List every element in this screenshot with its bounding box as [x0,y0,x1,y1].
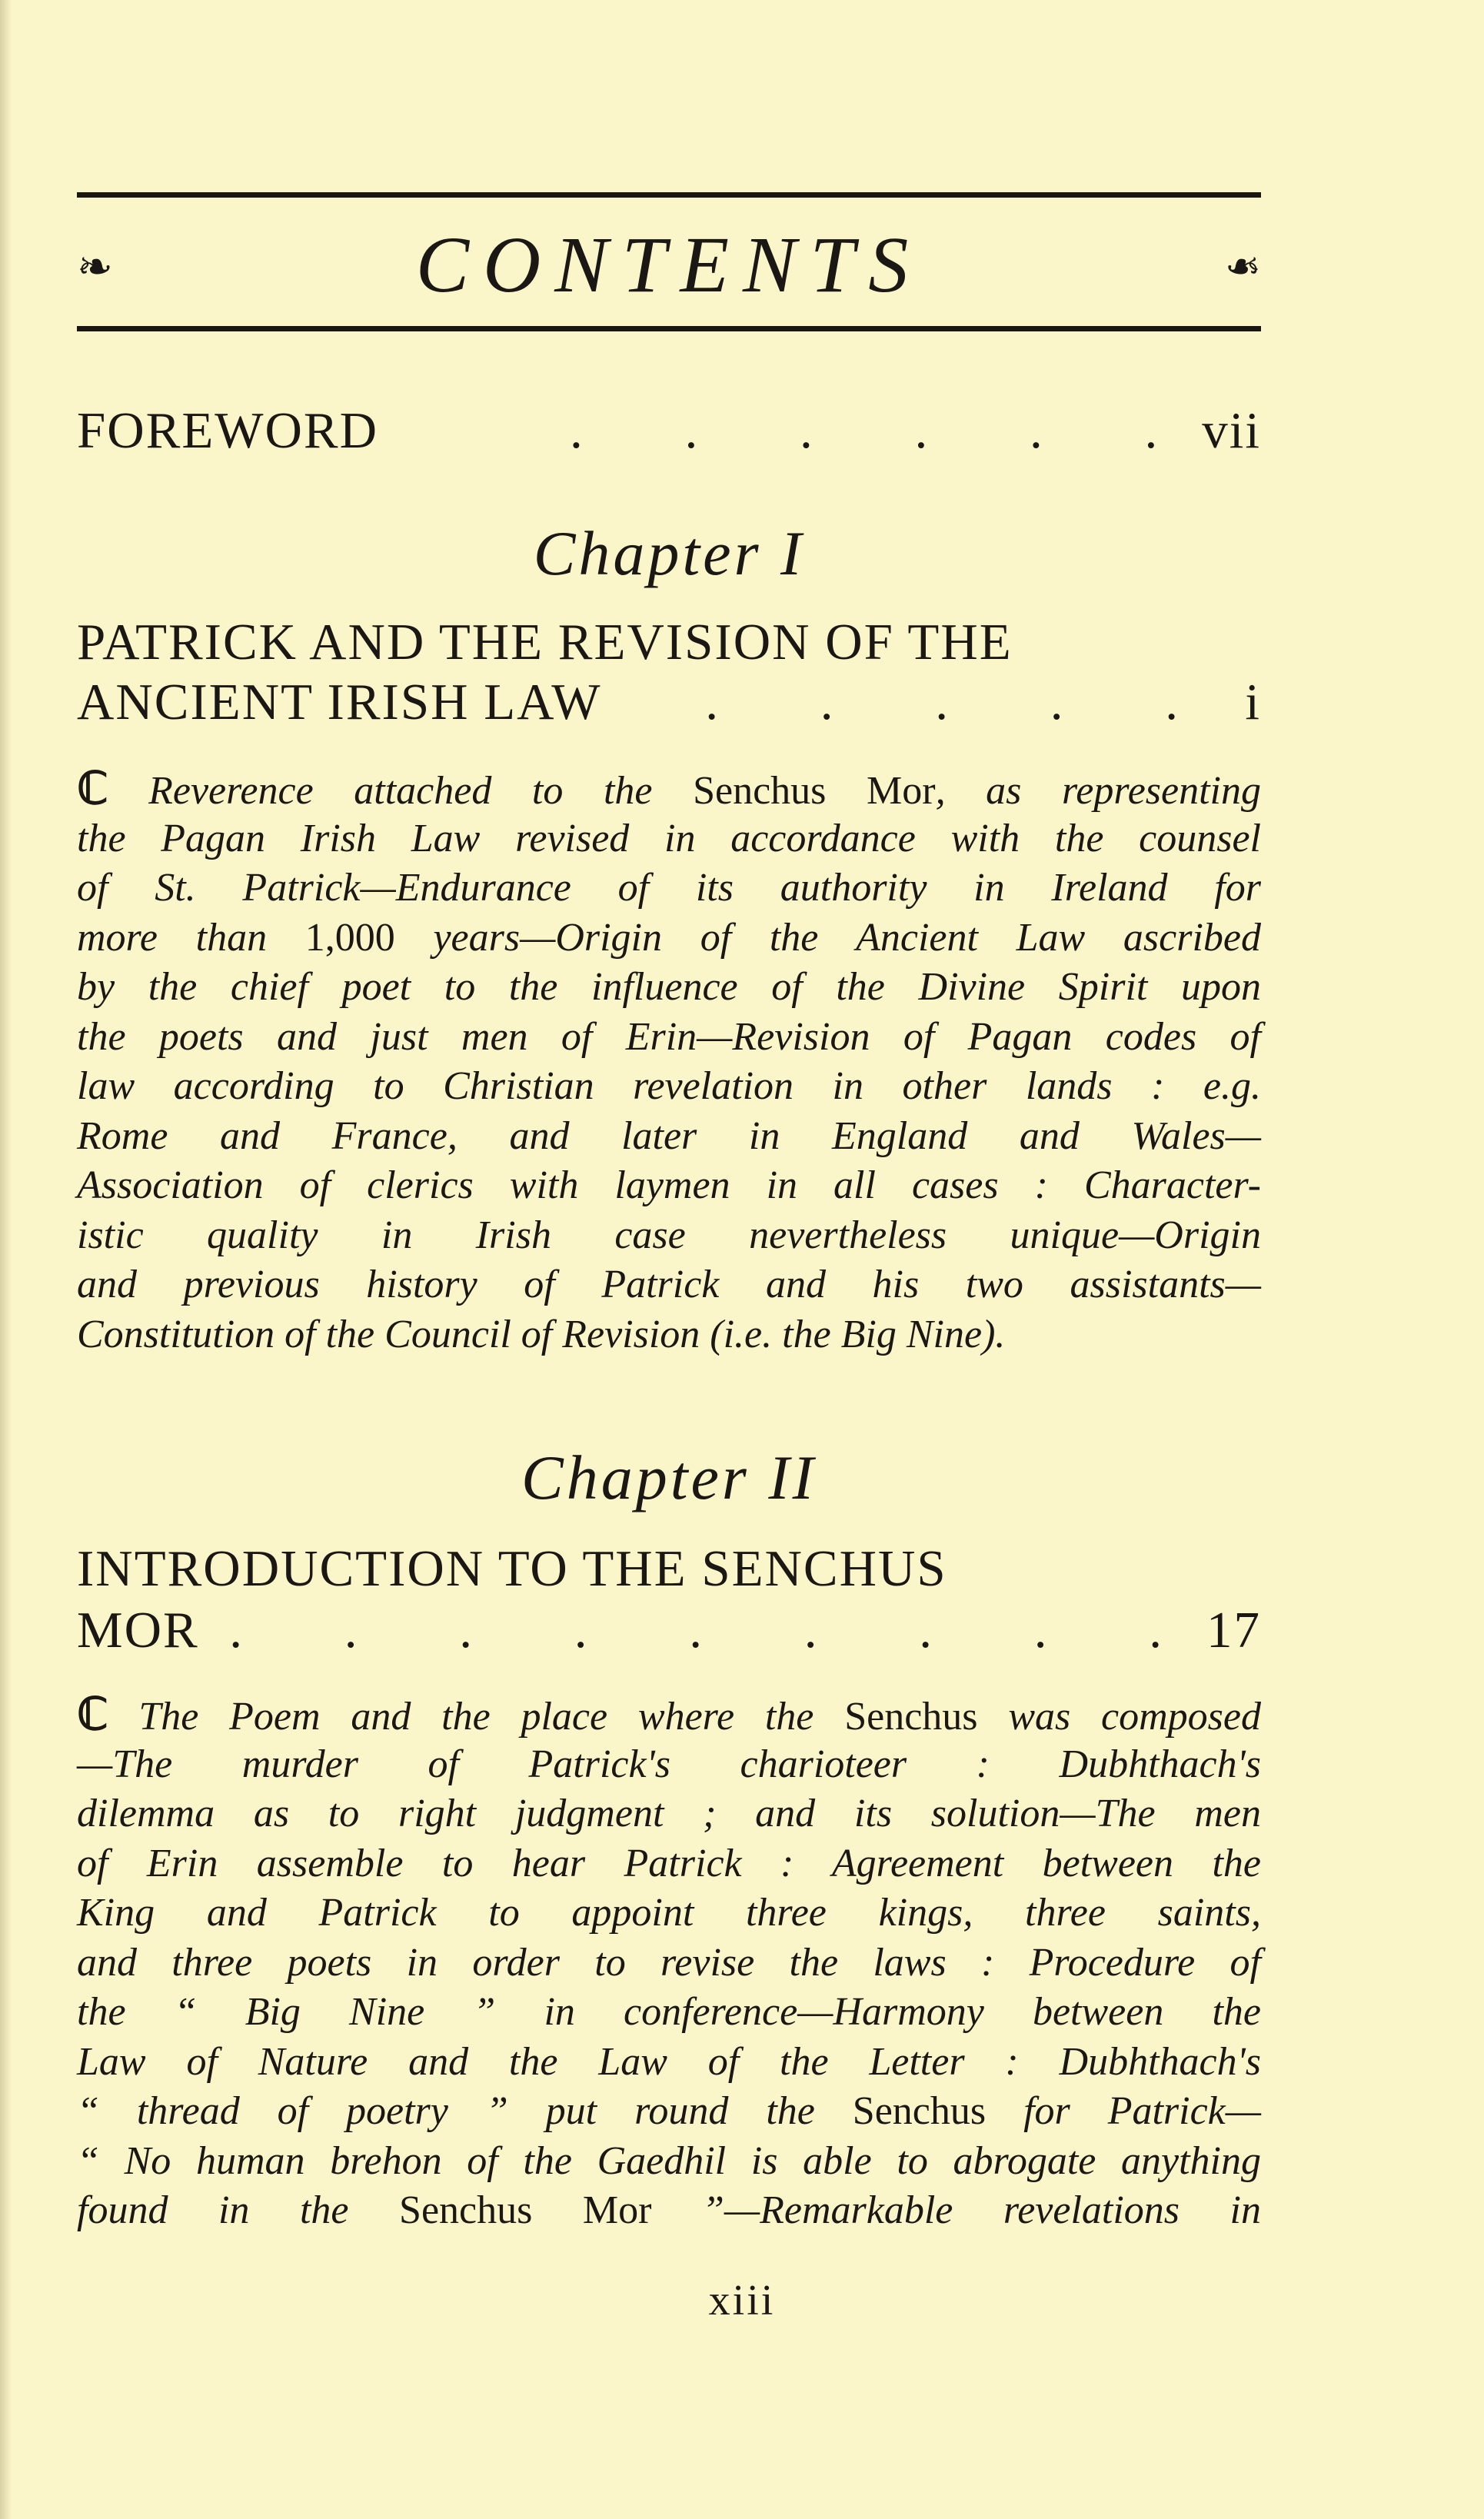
page-number: i [1245,674,1261,730]
paragraph-mark-icon: ℂ [77,764,108,814]
chapter-summary [77,1690,1261,2236]
page-title: CONTENTS [415,221,923,309]
summary-line: and previous history of Patrick and his two assistants— [77,1263,1261,1306]
summary-line: found in the Senchus Mor ”—Remarkable revelations in [77,2188,1262,2232]
summary-line: Law of Nature and the Law of the Letter : Dubhthach's [77,2039,1261,2084]
page-folio: xiii [708,2277,776,2324]
paragraph-mark-icon: ℂ [77,1689,108,1739]
leader-dots: . . . . . . [570,402,1203,459]
summary-line: King and Patrick to appoint three kings, three saints, [77,1891,1261,1935]
toc-label: ANCIENT IRISH LAW [77,674,602,730]
chapter-heading: Chapter II [521,1443,817,1512]
chapter-title-line[interactable]: INTRODUCTION TO THE SENCHUS [77,1540,947,1597]
summary-line: of St. Patrick—Endurance of its authority in Ireland for [77,866,1261,910]
summary-line: istic quality in Irish case nevertheless unique—Origin [77,1213,1261,1257]
summary-line: ℂ Reverence attached to the Senchus Mor, as representing [77,764,1261,814]
fleuron-right-icon: ❧ [1225,244,1261,291]
summary-line: dilemma as to right judgment ; and its solution—The men [77,1792,1261,1835]
summary-line: more than 1,000 years—Origin of the Ancient Law ascribed [77,915,1261,960]
summary-line: and three poets in order to revise the laws : Procedure of [77,1940,1261,1985]
summary-line: —The murder of Patrick's charioteer : Dubhthach's [77,1742,1261,1786]
fleuron-left-icon: ❧ [77,244,113,291]
chapter-title-line[interactable]: PATRICK AND THE REVISION OF THE [77,614,1013,671]
summary-line: law according to Christian revelation in other lands : e.g. [77,1064,1261,1108]
leader-dots: . . . . . . . . . [229,1602,1206,1659]
summary-line: the Pagan Irish Law revised in accordance with the counsel [77,816,1261,860]
toc-label: MOR [77,1602,199,1659]
page-number: 17 [1206,1602,1261,1659]
toc-entry-chapter-1[interactable] [77,671,1261,733]
summary-line: of Erin assemble to hear Patrick : Agreement between the [77,1841,1261,1885]
toc-entry-foreword[interactable] [77,400,1261,461]
page-edge [0,0,12,2519]
summary-line: ℂ The Poem and the place where the Senchus was composed [77,1689,1262,1739]
summary-line: Association of clerics with laymen in all cases : Character- [77,1163,1261,1207]
summary-line: Rome and France, and later in England and Wales— [77,1113,1261,1158]
summary-line: “ No human brehon of the Gaedhil is able to abrogate anything [77,2138,1261,2183]
bottom-rule [77,326,1261,331]
top-rule [77,192,1261,198]
summary-line: the poets and just men of Erin—Revision of Pagan codes of [77,1014,1261,1059]
page-number: vii [1202,402,1261,459]
toc-entry-chapter-2[interactable] [77,1599,1261,1661]
summary-line: by the chief poet to the influence of the Divine Spirit upon [77,965,1261,1009]
toc-label: FOREWORD [77,402,378,459]
leader-dots: . . . . . [705,674,1223,730]
chapter-heading: Chapter I [533,518,805,588]
summary-line: “ thread of poetry ” put round the Senchus for Patrick— [77,2089,1261,2133]
chapter-summary [77,764,1261,1359]
summary-line: the “ Big Nine ” in conference—Harmony between the [77,1990,1261,2034]
summary-line: Constitution of the Council of Revision (i.e. the Big Nine). [77,1312,1006,1356]
